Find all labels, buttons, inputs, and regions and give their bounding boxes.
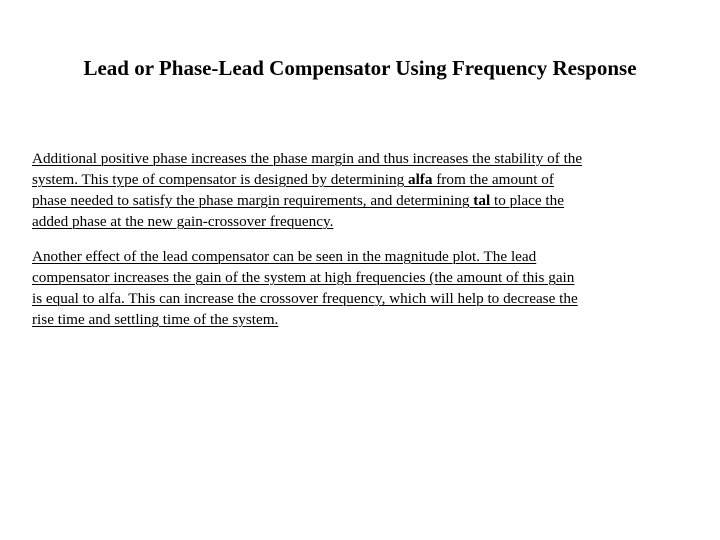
paragraph1-line3-text-a: phase needed to satisfy the phase margin requirements, and determining bbox=[32, 192, 474, 209]
paragraph1-line1: Additional positive phase increases the phase margin and thus increases the stability of the bbox=[32, 150, 583, 167]
alfa-term: alfa bbox=[407, 171, 433, 188]
paragraph2-line1: Another effect of the lead compensator can be seen in the magnitude plot. The lead bbox=[32, 248, 537, 265]
paragraph-magnitude-effect bbox=[32, 246, 692, 330]
slide-title: Lead or Phase-Lead Compensator Using Frequency Response bbox=[83, 56, 637, 80]
paragraph1-line3-text-b: to place the bbox=[490, 192, 564, 209]
paragraph1-line2-text-b: from the amount of bbox=[432, 171, 554, 188]
paragraph2-line2: compensator increases the gain of the system at high frequencies (the amount of this gain bbox=[32, 269, 575, 286]
paragraph1-line3 bbox=[32, 190, 692, 211]
paragraph2-line3: is equal to alfa. This can increase the crossover frequency, which will help to decrease the bbox=[32, 290, 578, 307]
paragraph1-line2-text-a: system. This type of compensator is designed by determining bbox=[32, 171, 408, 188]
paragraph1-line2 bbox=[32, 169, 692, 190]
tal-term: tal bbox=[473, 192, 491, 209]
paragraph-phase-margin bbox=[32, 148, 692, 232]
slide-body bbox=[32, 148, 692, 344]
paragraph1-line4: added phase at the new gain-crossover frequency. bbox=[32, 213, 334, 230]
paragraph2-line4: rise time and settling time of the system. bbox=[32, 311, 279, 328]
